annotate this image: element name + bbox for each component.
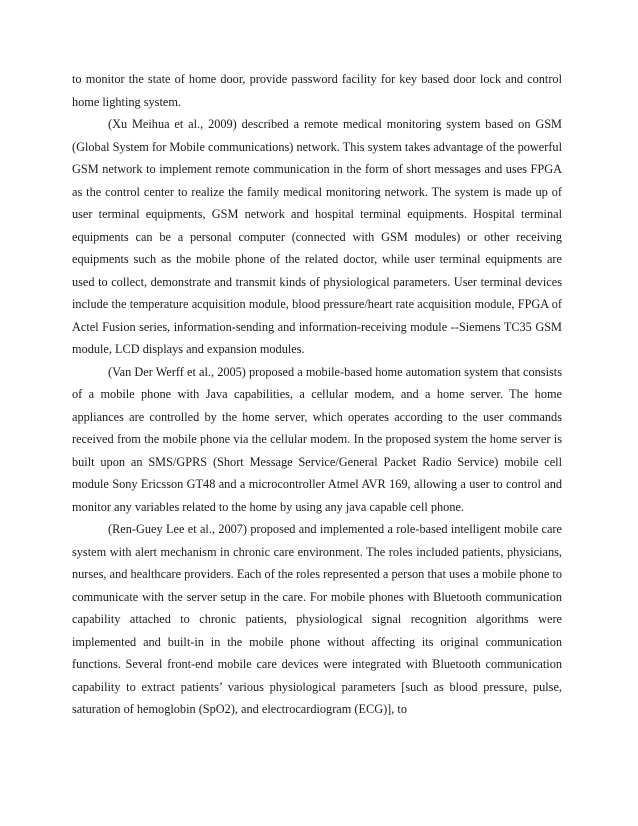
paragraph-xu-meihua: (Xu Meihua et al., 2009) described a remote medical monitoring system based on GSM (Global System for Mobile communications) network. This system takes advantage of the powerful GSM network to implement remote communication in the form of short messages and uses FPGA as the control center to realize the family medical monitoring network. The system is made up of user terminal equipments, GSM network and hospital terminal equipments. Hospital terminal equipments can be a personal computer (connected with GSM modules) or other receiving equipments such as the mobile phone of the related doctor, while user terminal equipments are used to collect, demonstrate and transmit kinds of physiological parameters. User terminal devices include the temperature acquisition module, blood pressure/heart rate acquisition module, FPGA of Actel Fusion series, information-sending and information-receiving module --Siemens TC35 GSM module, LCD displays and expansion modules. [72, 117, 562, 356]
paragraph-ren-guey-lee: (Ren-Guey Lee et al., 2007) proposed and implemented a role-based intelligent mobile care system with alert mechanism in chronic care environment. The roles included patients, physicians, nurses, and healthcare providers. Each of the roles represented a person that uses a mobile phone to communicate with the server setup in the care. For mobile phones with Bluetooth communication capability attached to chronic patients, physiological signal recognition algorithms were implemented and built-in in the mobile phone without affecting its original communication functions. Several front-end mobile care devices were integrated with Bluetooth communication capability to extract patients’ various physiological parameters [such as blood pressure, pulse, saturation of hemoglobin (SpO2), and electrocardiogram (ECG)], to [72, 522, 562, 716]
document-page [72, 68, 562, 721]
paragraph-van-der-werff: (Van Der Werff et al., 2005) proposed a mobile-based home automation system that consists of a mobile phone with Java capabilities, a cellular modem, and a home server. The home appliances are controlled by the home server, which operates according to the user commands received from the mobile phone via the cellular modem. In the proposed system the home server is built upon an SMS/GPRS (Short Message Service/General Packet Radio Service) mobile cell module Sony Ericsson GT48 and a microcontroller Atmel AVR 169, allowing a user to control and monitor any variables related to the home by using any java capable cell phone. [72, 364, 562, 514]
paragraph-continuation: to monitor the state of home door, provide password facility for key based door lock and control home lighting system. [72, 72, 562, 109]
